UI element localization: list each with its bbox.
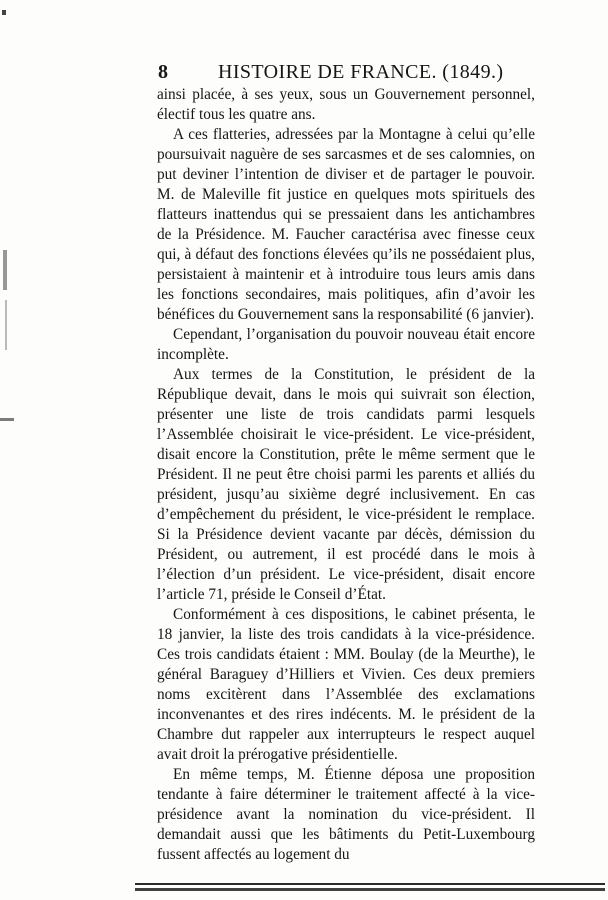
scan-corner-mark [2,10,6,15]
margin-mark-3 [0,418,14,421]
paragraph: A ces flatteries, adressées par la Montagne à celui qu’elle poursuivait naguère de ses sarcasmes et de ses calomnies, on put deviner l’intention de diviser et de partager le pouvoir. M. de Maleville fit justice en quelques mots spirituels des flatteurs inattendus qui se pressaient dans les antichambres de la Présidence. M. Faucher caractérisa avec finesse ceux qui, à défaut des fonctions élevées qu’ils ne possédaient plus, persistaient à maintenir et à introduire tous leurs amis dans les fonctions secondaires, mais politiques, afin d’avoir les bénéfices du Gouvernement sans la responsabilité (6 janvier). [157,126,535,323]
page-body [157,85,535,865]
paragraph: En même temps, M. Étienne déposa une proposition tendante à faire déterminer le traitement affecté à la vice-présidence avant la nomination du vice-président. Il demandait aussi que les bâtiments du Petit-Luxembourg fussent affectés au logement du [157,766,535,863]
paragraph: Aux termes de la Constitution, le président de la République devait, dans le mois qui suivrait son élection, présenter une liste de trois candidats parmi lesquels l’Assemblée choisirait le vice-président. Le vice-président, disait encore la Constitution, prête le même serment que le Président. Il ne peut être choisi parmi les parents et alliés du président, jusqu’au sixième degré inclusivement. En cas d’empêchement du président, le vice-président le remplace. Si la Présidence devient vacante par décès, démission du Président, ou autrement, il est procédé dans le mois à l’élection d’un président. Le vice-président, disait encore l’article 71, préside le Conseil d’État. [157,366,535,603]
bottom-rule-shadow [135,888,605,891]
margin-mark-1 [3,250,7,290]
paragraph: Conformément à ces dispositions, le cabinet présenta, le 18 janvier, la liste des trois candidats à la vice-présidence. Ces trois candidats étaient : MM. Boulay (de la Meurthe), le général Baraguey d’Hilliers et Vivien. Ces deux premiers noms excitèrent dans l’Assemblée des exclamations inconvenantes et des rires indécents. M. le président de la Chambre dut rappeler aux interrupteurs le respect auquel avait droit la prérogative présidentielle. [157,606,535,763]
margin-mark-2 [5,300,7,350]
page-header [158,58,534,86]
paragraph-continuation: ainsi placée, à ses yeux, sous un Gouvernement personnel, électif tous les quatre ans. [157,86,535,123]
bottom-rule [135,883,605,885]
binding-margin-marks [0,250,16,440]
paragraph: Cependant, l’organisation du pouvoir nouveau était encore incomplète. [157,326,535,363]
page-number: 8 [158,61,168,83]
running-title: HISTOIRE DE FRANCE. (1849.) [218,61,504,83]
